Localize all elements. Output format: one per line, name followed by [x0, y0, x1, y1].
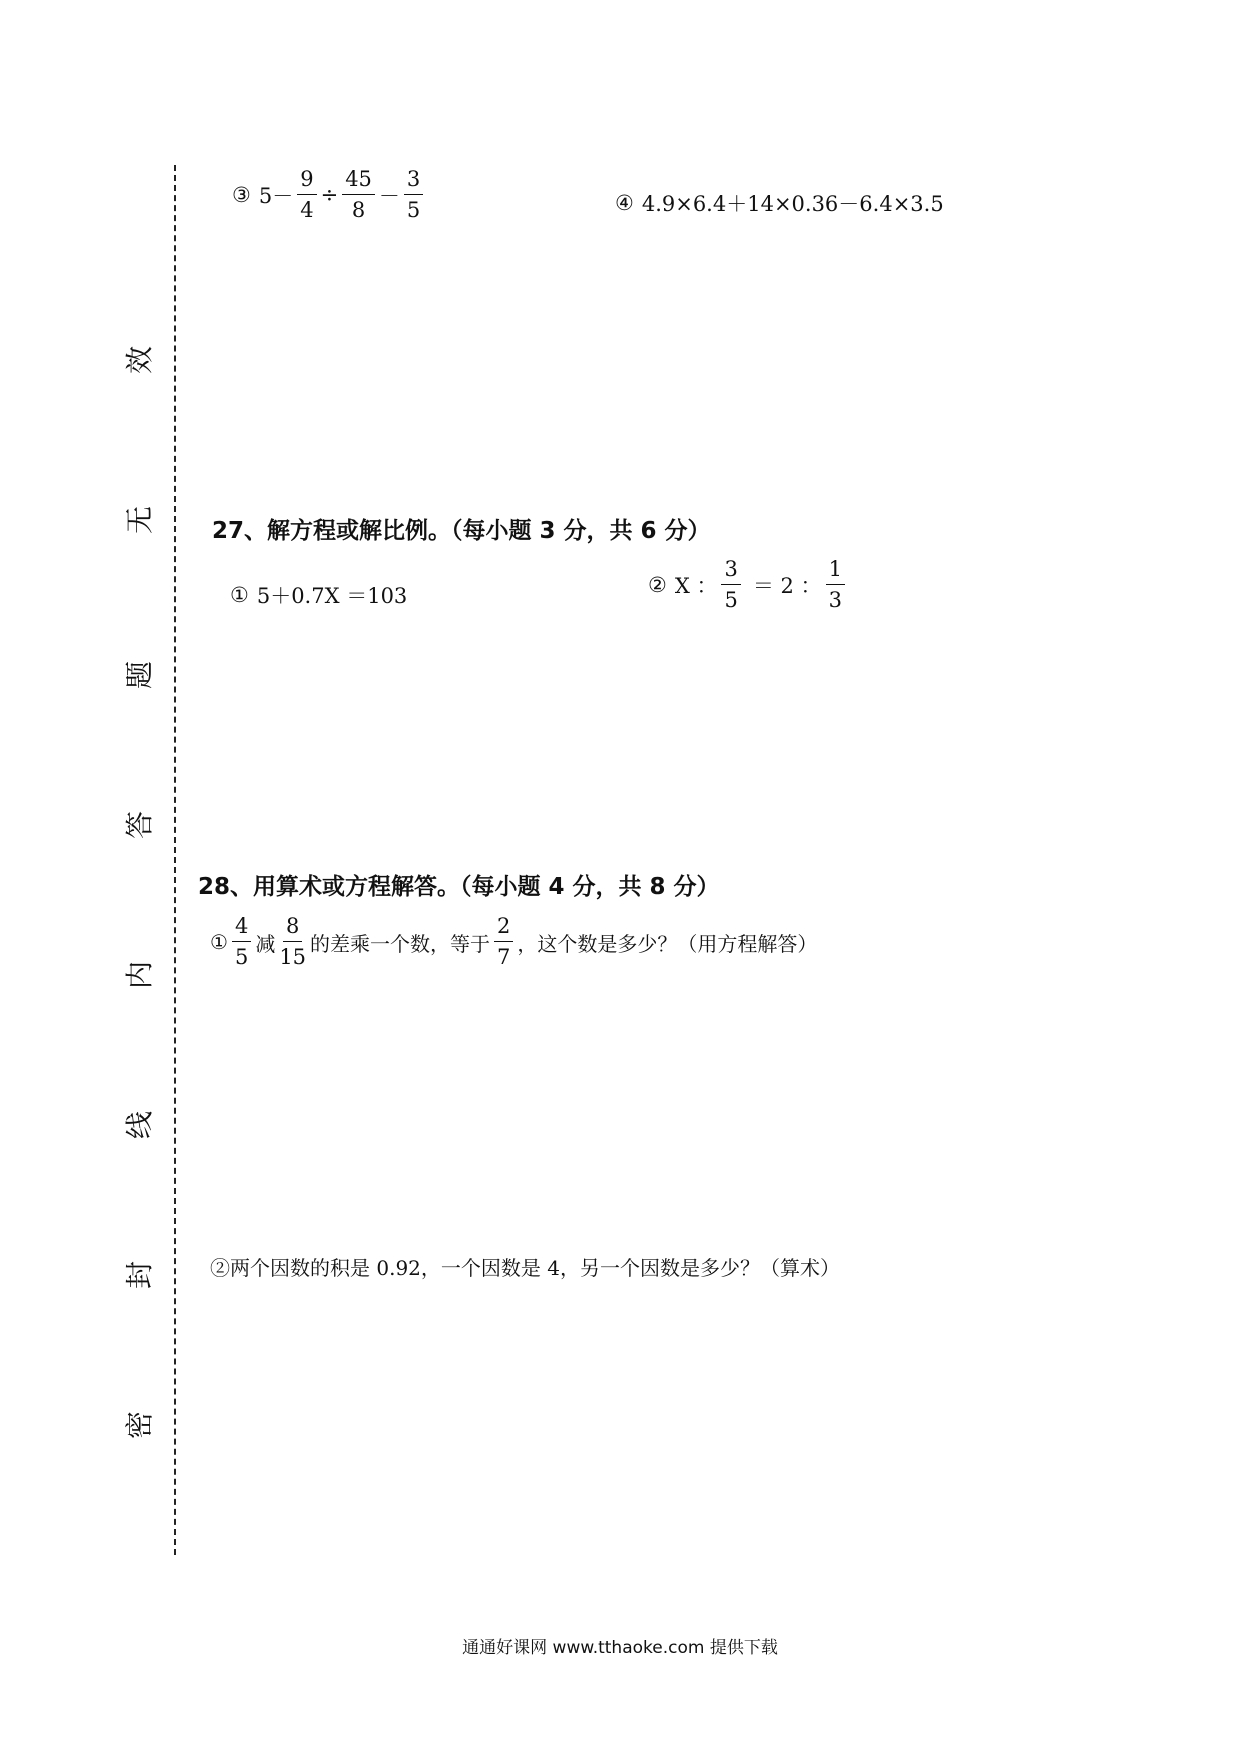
- seal-char-wu: 无: [123, 506, 156, 535]
- fraction: $\frac{3}{5}$: [404, 168, 423, 222]
- footer-text: 通通好课网 www.tthaoke.com 提供下载: [462, 1638, 778, 1658]
- text: 减: [255, 931, 276, 956]
- q27-problem-2: [648, 558, 849, 612]
- problem-marker: ③: [232, 183, 251, 208]
- seal-char-feng: 封: [123, 1261, 156, 1290]
- fraction: $\frac{4}{5}$: [232, 915, 251, 969]
- seal-char-xiao: 效: [123, 346, 156, 375]
- seal-char-ti: 题: [123, 661, 156, 690]
- q27-problem-1: [230, 580, 407, 610]
- problem-marker: ④: [615, 191, 634, 215]
- fraction: $\frac{2}{7}$: [494, 915, 513, 969]
- text: ，这个数是多少？（用方程解答）: [517, 931, 818, 956]
- expression: 4.9×6.4＋14×0.36－6.4×3.5: [641, 192, 944, 216]
- expr-term: 5－: [258, 184, 294, 209]
- seal-char-xian: 线: [123, 1111, 156, 1140]
- problem-marker: ②: [648, 573, 667, 598]
- fraction: $\frac{8}{15}$: [279, 914, 307, 970]
- problem-marker: ①: [210, 930, 228, 955]
- fraction: $\frac{45}{8}$: [342, 168, 375, 222]
- q26-problem-3: [232, 168, 427, 222]
- seal-char-nei: 内: [123, 961, 156, 990]
- q28-problem-2: ②两个因数的积是 0.92，一个因数是 4，另一个因数是多少？（算术）: [210, 1256, 840, 1280]
- q27-heading: 27、解方程或解比例。（每小题 3 分，共 6 分）: [212, 518, 711, 544]
- expr-term: X ：: [674, 574, 718, 599]
- problem-marker: ①: [230, 583, 249, 607]
- fraction: $\frac{3}{5}$: [721, 558, 740, 612]
- fraction: $\frac{9}{4}$: [297, 168, 316, 222]
- fraction: $\frac{1}{3}$: [826, 558, 845, 612]
- seal-char-da: 答: [123, 811, 156, 840]
- divide-operator: ÷: [320, 183, 339, 208]
- minus-operator: －: [378, 184, 400, 209]
- q26-problem-4: [615, 188, 944, 218]
- seal-dashed-line: [174, 165, 176, 1555]
- seal-char-mi: 密: [123, 1411, 156, 1440]
- expr-term: ＝ 2 ：: [752, 574, 822, 599]
- q28-heading: 28、用算术或方程解答。（每小题 4 分，共 8 分）: [198, 874, 720, 900]
- q28-problem-1: [210, 915, 817, 969]
- text: 的差乘一个数，等于: [310, 931, 491, 956]
- equation: 5＋0.7X ＝103: [256, 584, 408, 608]
